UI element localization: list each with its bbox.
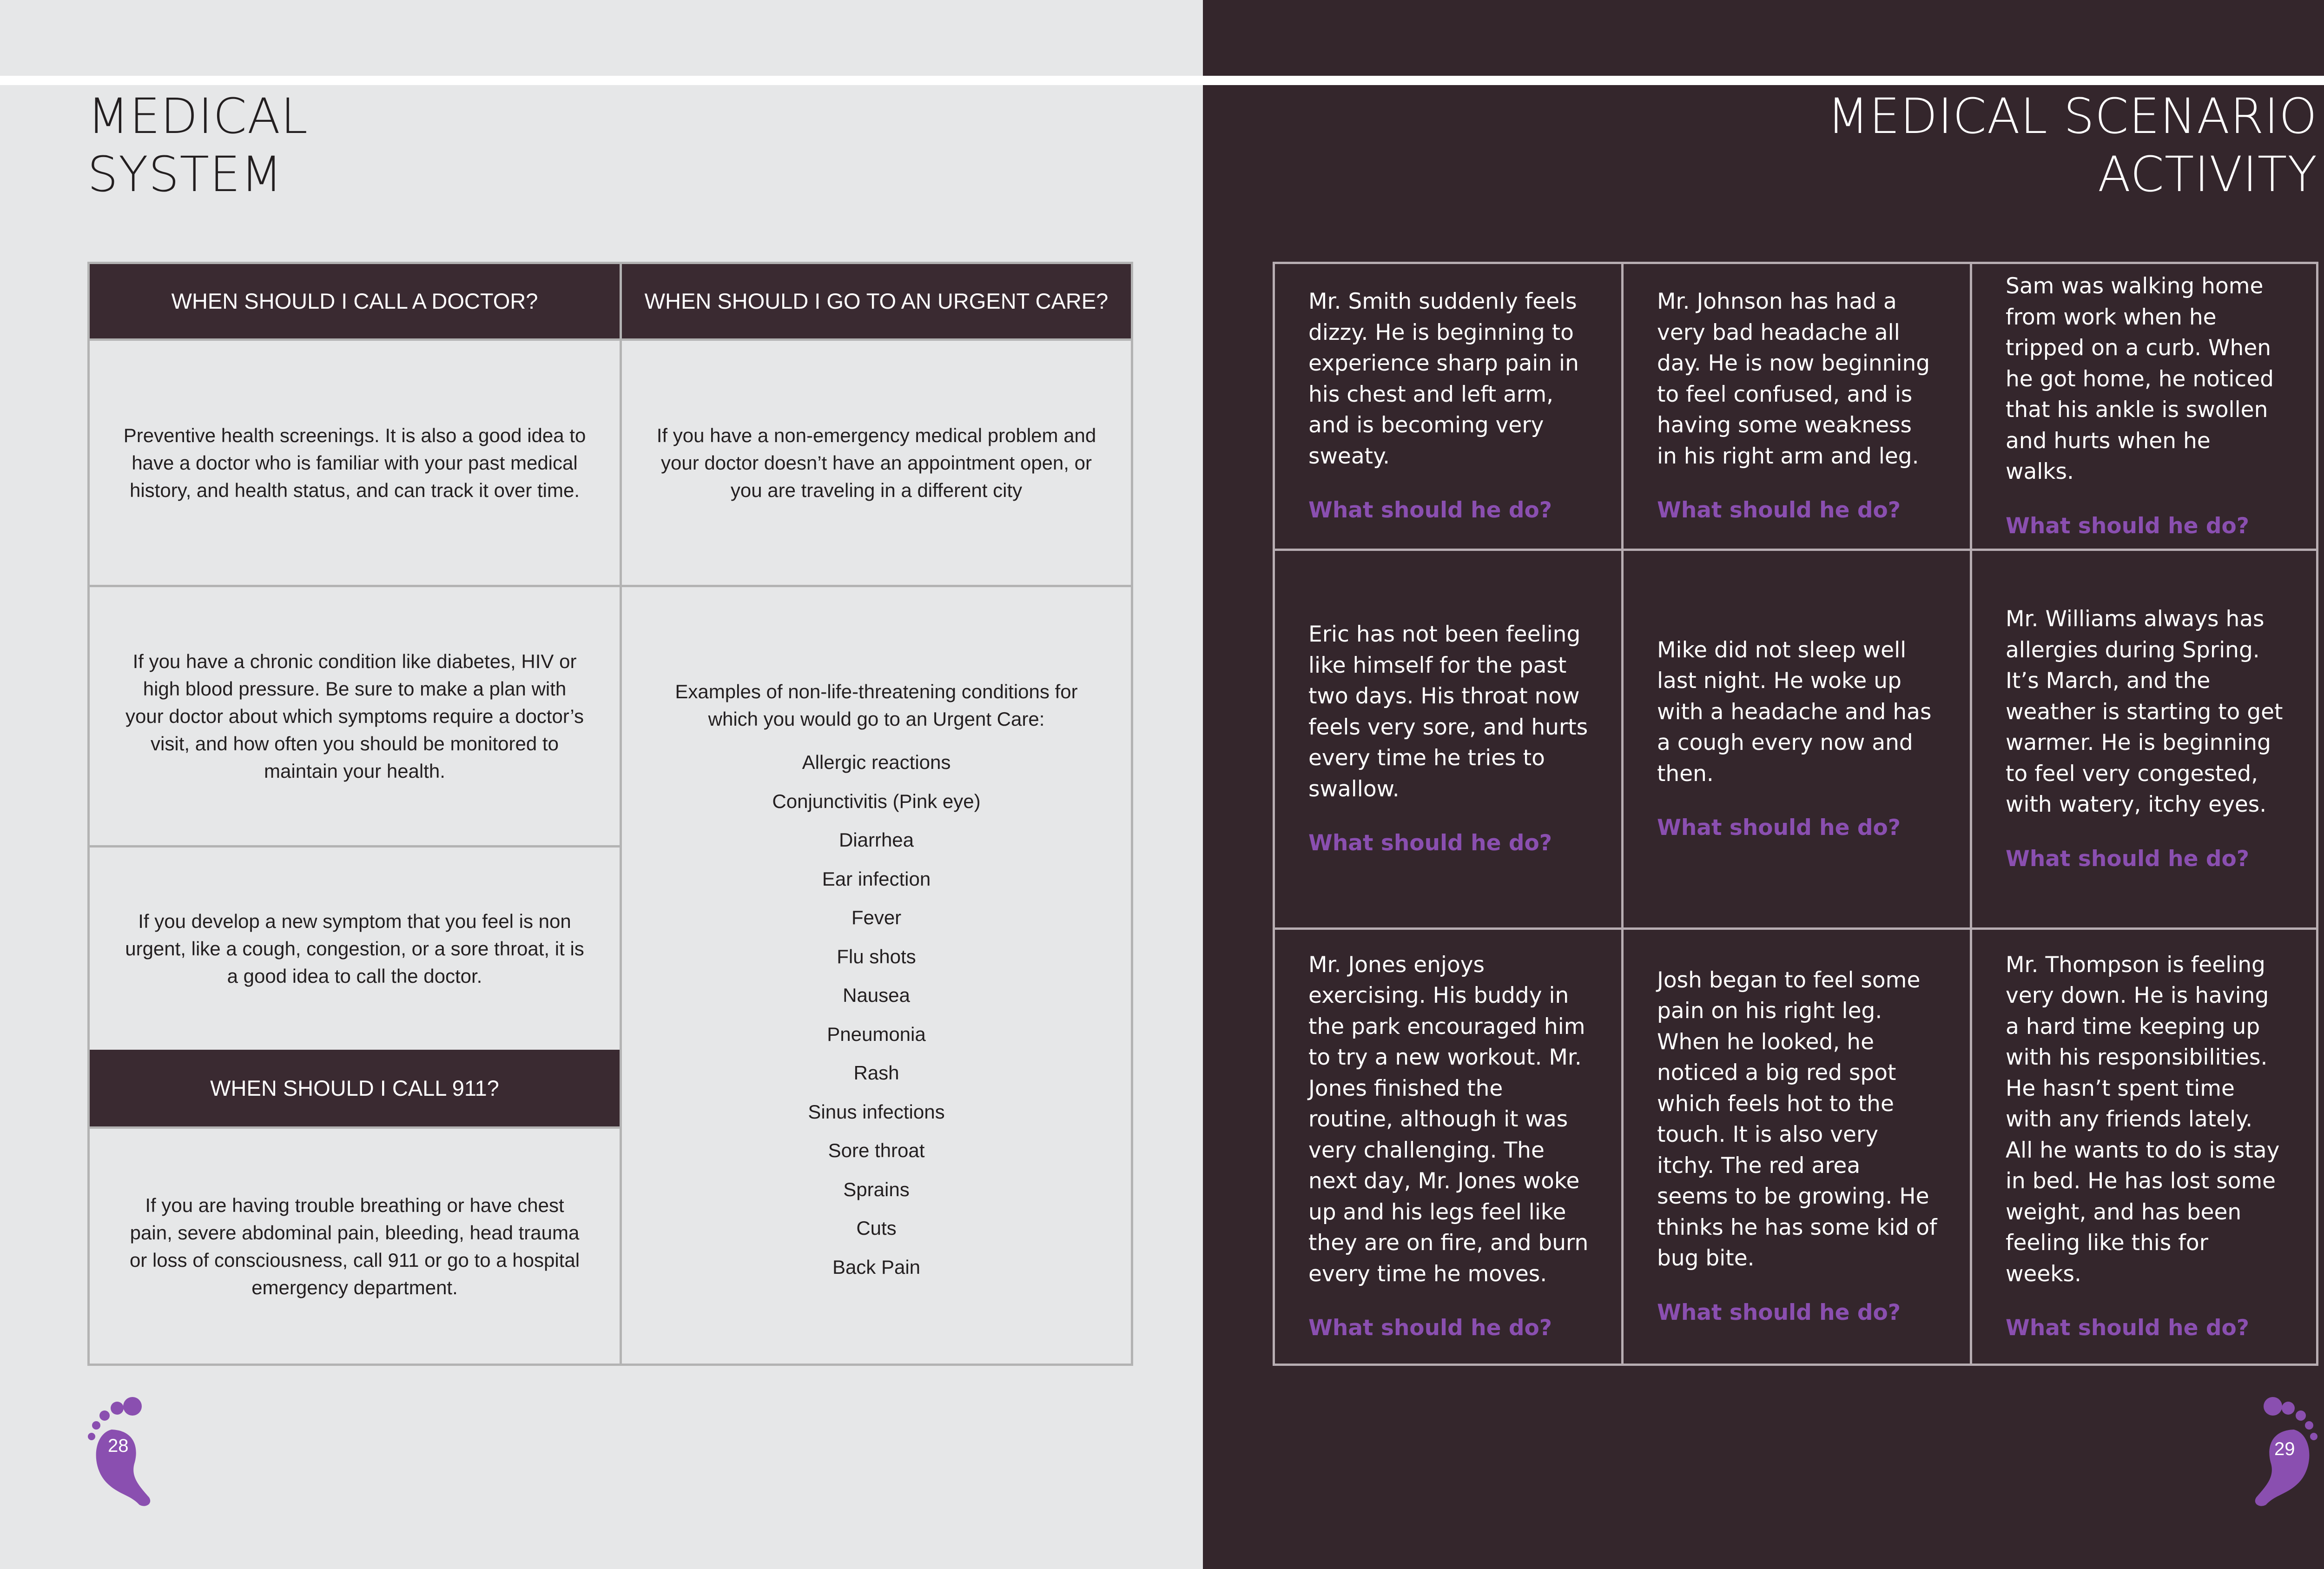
doctor-cell-2 [90, 587, 620, 845]
scenario-text: Sam was walking home from work when he tripped on a curb. When he got home, he noticed that his ankle is swollen and hurts when he walks. [2006, 273, 2274, 484]
doctor-text-1: Preventive health screenings. It is also a good idea to have a doctor who is familiar with your past medical history, and health status, and can track it over time. [123, 424, 586, 501]
table-divider-header [90, 338, 1131, 341]
scenario-question: What should he do? [1657, 497, 1901, 523]
left-title-line-2: SYSTEM [87, 146, 283, 203]
doctor-cell-1 [90, 341, 620, 585]
scenario-question: What should he do? [1308, 497, 1552, 523]
urgent-cell-2 [622, 587, 1131, 1364]
left-title-line-1: MEDICAL [87, 88, 308, 145]
header-urgent-care [622, 264, 1131, 338]
header-urgent-care-label: WHEN SHOULD I GO TO AN URGENT CARE? [644, 289, 1109, 313]
right-title-line-2: ACTIVITY [2097, 146, 2317, 203]
scenario-text: Josh began to feel some pain on his right leg. When he looked, he noticed a big red spot which feels hot to the touch. It is also very itchy. The red area seems to be growing. He thinks he has some kid of bug bite. [1657, 967, 1937, 1271]
scenario-card [1275, 264, 1621, 549]
grid-divider-horizontal-2 [1275, 927, 2316, 930]
right-title-line-1: MEDICAL SCENARIO [1827, 88, 2317, 145]
scenario-text: Mr. Thompson is feeling very down. He is having a hard time keeping up with his responsibilities. He hasn’t spent time with any friends lately. All he wants to do is stay in bed. He has lost some weight, and has been feeling like this for weeks. [2006, 952, 2280, 1287]
scenario-question: What should he do? [2006, 846, 2250, 872]
scenario-card [1972, 264, 2316, 549]
scenario-card [1275, 551, 1621, 927]
scenario-text: Mr. Williams always has allergies during Spring. It’s March, and the weather is starting to get warmer. He is beginning to feel very congested, with watery, itchy eyes. [2006, 606, 2283, 817]
doctor-cell-3 [90, 847, 620, 1050]
table-divider-vertical [620, 264, 622, 1364]
urgent-condition-item: Sinus infections [808, 1100, 945, 1123]
urgent-condition-item: Back Pain [832, 1256, 921, 1278]
urgent-condition-item: Ear infection [822, 867, 931, 890]
scenario-text: Eric has not been feeling like himself for the past two days. His throat now feels very sore, and hurts every time he tries to swallow. [1308, 622, 1588, 802]
table-divider-row-3 [90, 1126, 620, 1129]
call-911-cell [90, 1129, 620, 1364]
scenario-question: What should he do? [1308, 1315, 1552, 1341]
urgent-condition-item: Allergic reactions [802, 751, 951, 773]
left-page-title [87, 87, 308, 204]
urgent-condition-item: Nausea [843, 984, 910, 1006]
scenario-card [1275, 930, 1621, 1364]
urgent-condition-item: Pneumonia [827, 1023, 926, 1045]
scenario-text: Mr. Johnson has had a very bad headache all day. He is now beginning to feel confused, and is having some weakness in his right arm and leg. [1657, 289, 1930, 469]
urgent-cell-1 [622, 341, 1131, 585]
doctor-text-2: If you have a chronic condition like diabetes, HIV or high blood pressure. Be sure to make a plan with your doctor about which symptoms require a doctor’s visit, and how often you should be monitored to maintain your health. [125, 650, 584, 782]
scenario-question: What should he do? [2006, 1315, 2250, 1341]
header-call-911-label: WHEN SHOULD I CALL 911? [210, 1075, 499, 1100]
scenario-text: Mr. Smith suddenly feels dizzy. He is beginning to experience sharp pain in his chest and left arm, and is becoming very sweaty. [1308, 289, 1579, 469]
scenario-text: Mike did not sleep well last night. He woke up with a headache and has a cough every now and then. [1657, 637, 1932, 787]
urgent-conditions-list [772, 743, 980, 1286]
scenario-question: What should he do? [1308, 830, 1552, 856]
scenario-card [1972, 930, 2316, 1364]
header-call-911 [90, 1050, 620, 1126]
left-page-number: 28 [108, 1436, 129, 1456]
medical-system-table [87, 262, 1133, 1366]
scenario-text: Mr. Jones enjoys exercising. His buddy in the park encouraged him to try a new workout. Mr. Jones finished the routine, although it was very challenging. The next day, Mr. Jones woke up and his legs feel like they are on fire, and burn every time he moves. [1308, 952, 1589, 1287]
header-call-doctor [90, 264, 620, 338]
urgent-condition-item: Flu shots [837, 945, 916, 967]
grid-divider-vertical-1 [1621, 264, 1624, 1364]
table-divider-row-1 [90, 585, 1131, 587]
urgent-intro-text: Examples of non-life-threatening conditions for which you would go to an Urgent Care: [675, 681, 1078, 730]
urgent-condition-item: Conjunctivitis (Pink eye) [772, 790, 981, 812]
header-call-doctor-label: WHEN SHOULD I CALL A DOCTOR? [171, 289, 538, 313]
scenario-card [1624, 930, 1970, 1364]
urgent-condition-item: Rash [853, 1062, 899, 1084]
urgent-condition-item: Fever [851, 907, 902, 928]
scenario-question: What should he do? [1657, 1299, 1901, 1325]
scenario-grid [1273, 262, 2318, 1366]
urgent-condition-item: Cuts [856, 1217, 897, 1239]
right-page-number: 29 [2274, 1439, 2295, 1459]
right-page-title [1827, 87, 2317, 204]
urgent-condition-item: Sore throat [828, 1139, 925, 1161]
scenario-question: What should he do? [1657, 815, 1901, 841]
call-911-text: If you are having trouble breathing or have chest pain, severe abdominal pain, bleeding, head trauma or loss of consciousness, call 911 or go to a hospital emergency department. [129, 1194, 580, 1298]
scenario-question: What should he do? [2006, 513, 2250, 539]
doctor-text-3: If you develop a new symptom that you feel is non urgent, like a cough, congestion, or a sore throat, it is a good idea to call the doctor. [125, 910, 584, 987]
grid-divider-vertical-2 [1970, 264, 1972, 1364]
scenario-card [1972, 551, 2316, 927]
scenario-card [1624, 551, 1970, 927]
urgent-condition-item: Diarrhea [838, 829, 914, 851]
grid-divider-horizontal-1 [1275, 549, 2316, 551]
urgent-text-1: If you have a non-emergency medical problem and your doctor doesn’t have an appointment open, or you are traveling in a different city [656, 424, 1096, 501]
scenario-card [1624, 264, 1970, 549]
urgent-condition-item: Sprains [843, 1178, 910, 1200]
top-rule [0, 76, 2324, 85]
table-divider-row-2 [90, 845, 620, 847]
